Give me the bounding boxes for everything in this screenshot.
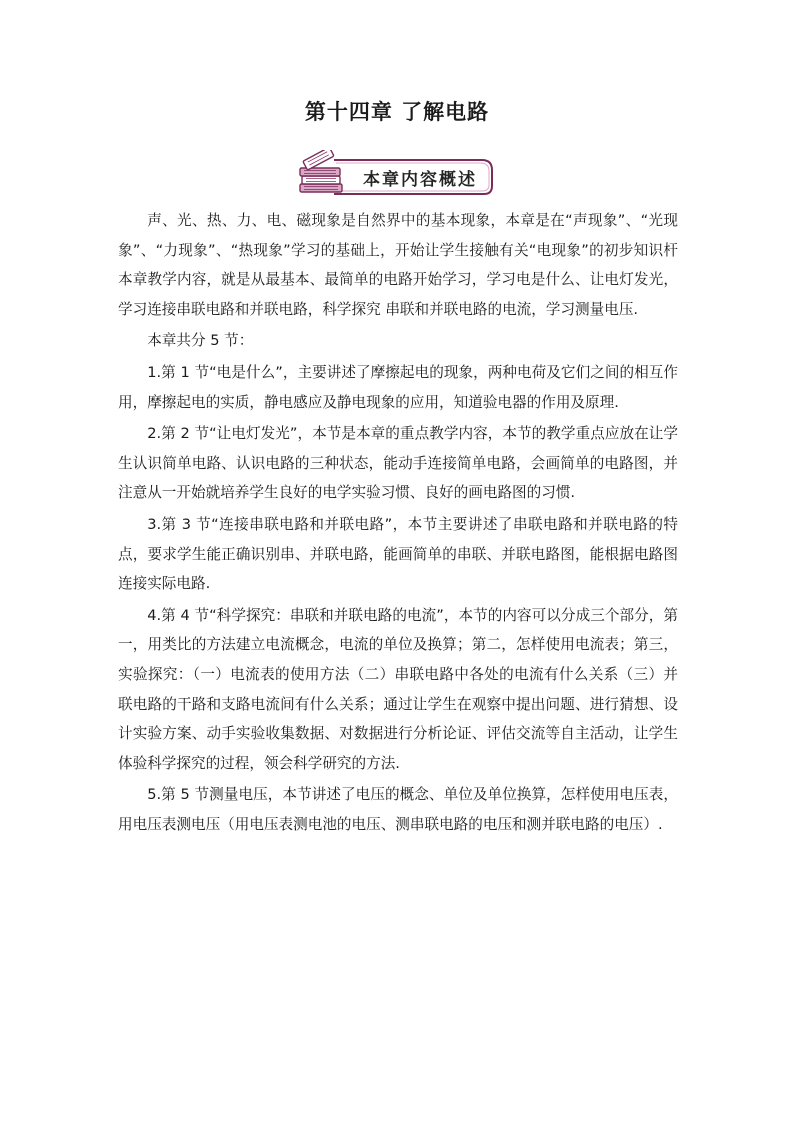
intro-paragraph: 声、光、热、力、电、磁现象是自然界中的基本现象，本章是在“声现象”、“光现象”、“力现象”、“热现象”学习的基础上，开始让学生接触有关“电现象”的初步知识杆本章教学内容，就是从最基本、最简单的电路开始学习，学习电是什么、让电灯发光，学习连接串联电路和并联电路，科学探究 串联和并联电路的电流，学习测量电压. xyxy=(118,212,678,318)
chapter-title: 第十四章 了解电路 xyxy=(304,99,490,124)
stacked-books-icon xyxy=(300,150,342,192)
section-3-paragraph: 3.第 3 节“连接串联电路和并联电路”，本节主要讲述了串联电路和并联电路的特点，要求学生能正确识别串、并联电路，能画简单的串联、并联电路图，能根据电路图连接实际电路. xyxy=(118,515,678,593)
section-2-paragraph: 2.第 2 节“让电灯发光”，本节是本章的重点教学内容，本节的教学重点应放在让学生认识简单电路、认识电路的三种状态，能动手连接简单电路，会画简单的电路图，并注意从一开始就培养学生良好的电学实验习惯、良好的画电路图的习惯. xyxy=(118,425,678,502)
chapter-overview-label: 本章内容概述 xyxy=(363,170,477,190)
section-1-paragraph: 1.第 1 节“电是什么”，主要讲述了摩擦起电的现象，两种电荷及它们之间的相互作用，摩擦起电的实质，静电感应及静电现象的应用，知道验电器的作用及原理. xyxy=(118,363,678,411)
section-count-paragraph: 本章共分 5 节： xyxy=(147,332,254,350)
document-body xyxy=(118,206,678,839)
section-5-paragraph: 5.第 5 节测量电压，本节讲述了电压的概念、单位及单位换算，怎样使用电压表，用电压表测电压（用电压表测电池的电压、测串联电路的电压和测并联电路的电压）. xyxy=(118,786,678,833)
section-4-paragraph: 4.第 4 节“科学探究：串联和并联电路的电流”，本节的内容可以分成三个部分，第一，用类比的方法建立电流概念，电流的单位及换算；第二，怎样使用电流表；第三，实验探究：（一）电流表的使用方法（二）串联电路中各处的电流有什么关系（三）并联电路的干路和支路电流间有什么关系；通过让学生在观察中提出问题、进行猜想、设计实验方案、动手实验收集数据、对数据进行分析论证、评估交流等自主活动，让学生体验科学探究的过程，领会科学研究的方法. xyxy=(118,606,678,772)
